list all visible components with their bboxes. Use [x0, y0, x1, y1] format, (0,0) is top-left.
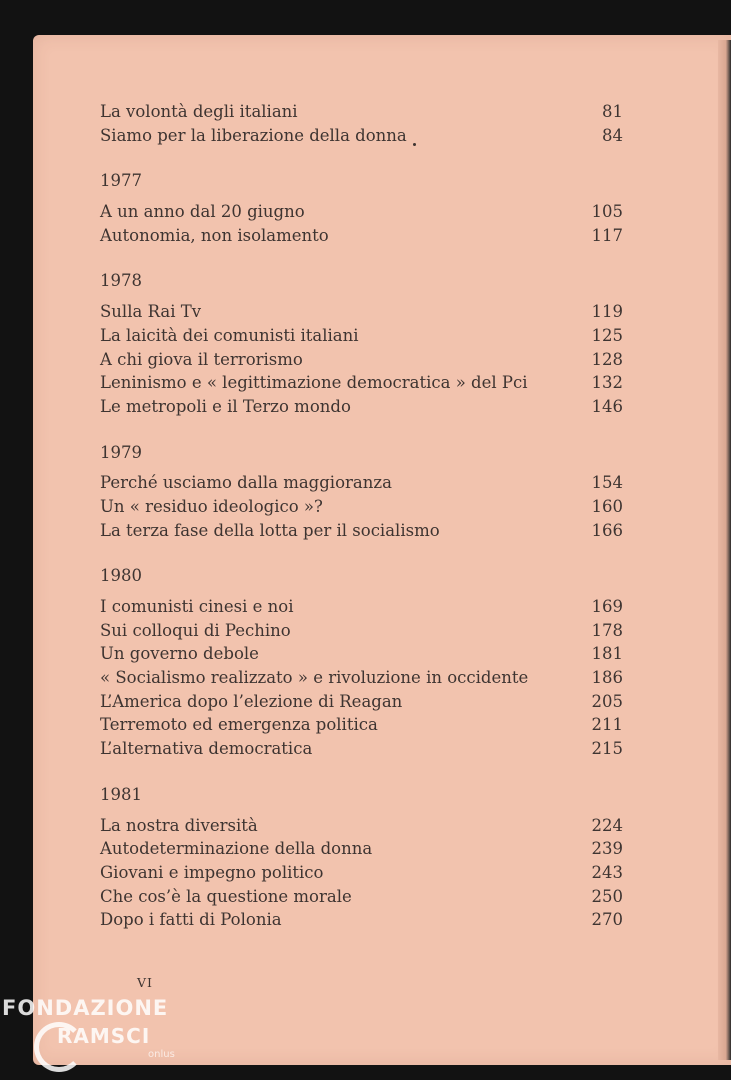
toc-entry [100, 495, 623, 519]
toc-entry [100, 885, 623, 909]
watermark-line1: FONDAZIONE [2, 996, 169, 1020]
toc-entry [100, 666, 623, 690]
toc-entry-page: 128 [591, 349, 623, 369]
toc-entry-title: L’America dopo l’elezione di Reagan [100, 691, 403, 711]
section-year: 1977 [100, 171, 142, 191]
toc-entry-page: 211 [591, 715, 623, 735]
toc-entry-page: 169 [591, 597, 623, 616]
toc-entry [100, 737, 623, 761]
toc-entry-title: La laicità dei comunisti italiani [100, 325, 359, 345]
toc-entry-title: Autonomia, non isolamento [100, 225, 329, 245]
toc-entry [100, 300, 623, 324]
toc-entry-title: Giovani e impegno politico [100, 862, 324, 882]
toc-entry-title: Terremoto ed emergenza politica [100, 715, 378, 735]
toc-entry [100, 371, 623, 395]
toc-entry-title: « Socialismo realizzato » e rivoluzione in occidente [100, 668, 529, 688]
toc-entry-title: La nostra diversità [100, 815, 258, 835]
section-year: 1979 [100, 442, 142, 462]
toc-entry-page: 160 [591, 496, 623, 516]
page-number: VI [137, 975, 153, 990]
toc-entry [100, 519, 623, 543]
toc-entry [100, 814, 623, 838]
toc-entry-page: 205 [591, 691, 623, 711]
toc-entry-page: 250 [591, 886, 623, 906]
toc-entry [100, 324, 623, 348]
toc-entry-page: 181 [591, 644, 623, 664]
toc-entry-page: 270 [591, 910, 623, 930]
toc-entry-title: Sulla Rai Tv [100, 302, 202, 322]
toc-entry [100, 348, 623, 372]
watermark-line3: onlus [148, 1049, 175, 1060]
toc-entry-title: Siamo per la liberazione della donna [100, 125, 407, 145]
toc-entry [100, 861, 623, 885]
toc-entry-page: 215 [591, 739, 623, 759]
toc-entry [100, 395, 623, 419]
toc-entry-title: La terza fase della lotta per il socialismo [100, 520, 440, 540]
toc-entry-page: 119 [591, 302, 623, 322]
toc-entry-title: Perché usciamo dalla maggioranza [100, 473, 392, 493]
watermark-line2: RAMSCI [57, 1024, 151, 1048]
toc-entry-title: Autodeterminazione della donna [100, 839, 373, 859]
toc-entry-title: Dopo i fatti di Polonia [100, 910, 282, 930]
toc-entry-title: Leninismo e « legittimazione democratica » del Pci [100, 373, 528, 393]
toc-entry [100, 908, 623, 932]
section-year: 1980 [100, 566, 142, 586]
toc-entry-title: I comunisti cinesi e noi [100, 597, 294, 616]
toc-entry-title: L’alternativa democratica [100, 739, 313, 759]
table-of-contents [100, 100, 623, 932]
toc-entry [100, 124, 623, 148]
toc-entry-title: Un « residuo ideologico »? [100, 496, 323, 516]
toc-entry-page: 84 [602, 125, 623, 145]
toc-entry-page: 132 [591, 373, 623, 393]
section-year: 1981 [100, 784, 142, 804]
watermark-logo [2, 996, 192, 1066]
toc-entry-page: 178 [591, 620, 623, 640]
toc-entry-title: Che cos’è la questione morale [100, 886, 352, 906]
toc-entry-page: 146 [591, 396, 623, 416]
toc-entry [100, 595, 623, 619]
toc-entry-page: 224 [591, 815, 623, 835]
toc-entry [100, 200, 623, 224]
toc-entry-page: 117 [591, 225, 623, 245]
toc-entry-page: 125 [591, 325, 623, 345]
toc-entry-page: 81 [602, 102, 623, 121]
toc-entry-page: 154 [591, 473, 623, 493]
section-year: 1978 [100, 271, 142, 291]
toc-entry [100, 224, 623, 248]
toc-entry-title: Le metropoli e il Terzo mondo [100, 396, 351, 416]
toc-entry-page: 166 [591, 520, 623, 540]
toc-entry-page: 243 [591, 862, 623, 882]
toc-entry-title: Sui colloqui di Pechino [100, 620, 291, 640]
toc-entry-title: Un governo debole [100, 644, 259, 664]
toc-entry [100, 642, 623, 666]
page-edge [718, 40, 731, 1060]
toc-entry-page: 186 [591, 668, 623, 688]
toc-entry [100, 690, 623, 714]
toc-entry-title: A chi giova il terrorismo [100, 349, 303, 369]
toc-entry-page: 239 [591, 839, 623, 859]
toc-entry-page: 105 [591, 202, 623, 222]
toc-entry [100, 619, 623, 643]
toc-entry [100, 100, 623, 124]
toc-entry [100, 471, 623, 495]
toc-entry [100, 713, 623, 737]
toc-entry-title: A un anno dal 20 giugno [100, 202, 305, 222]
toc-entry [100, 837, 623, 861]
toc-entry-title: La volontà degli italiani [100, 102, 298, 121]
